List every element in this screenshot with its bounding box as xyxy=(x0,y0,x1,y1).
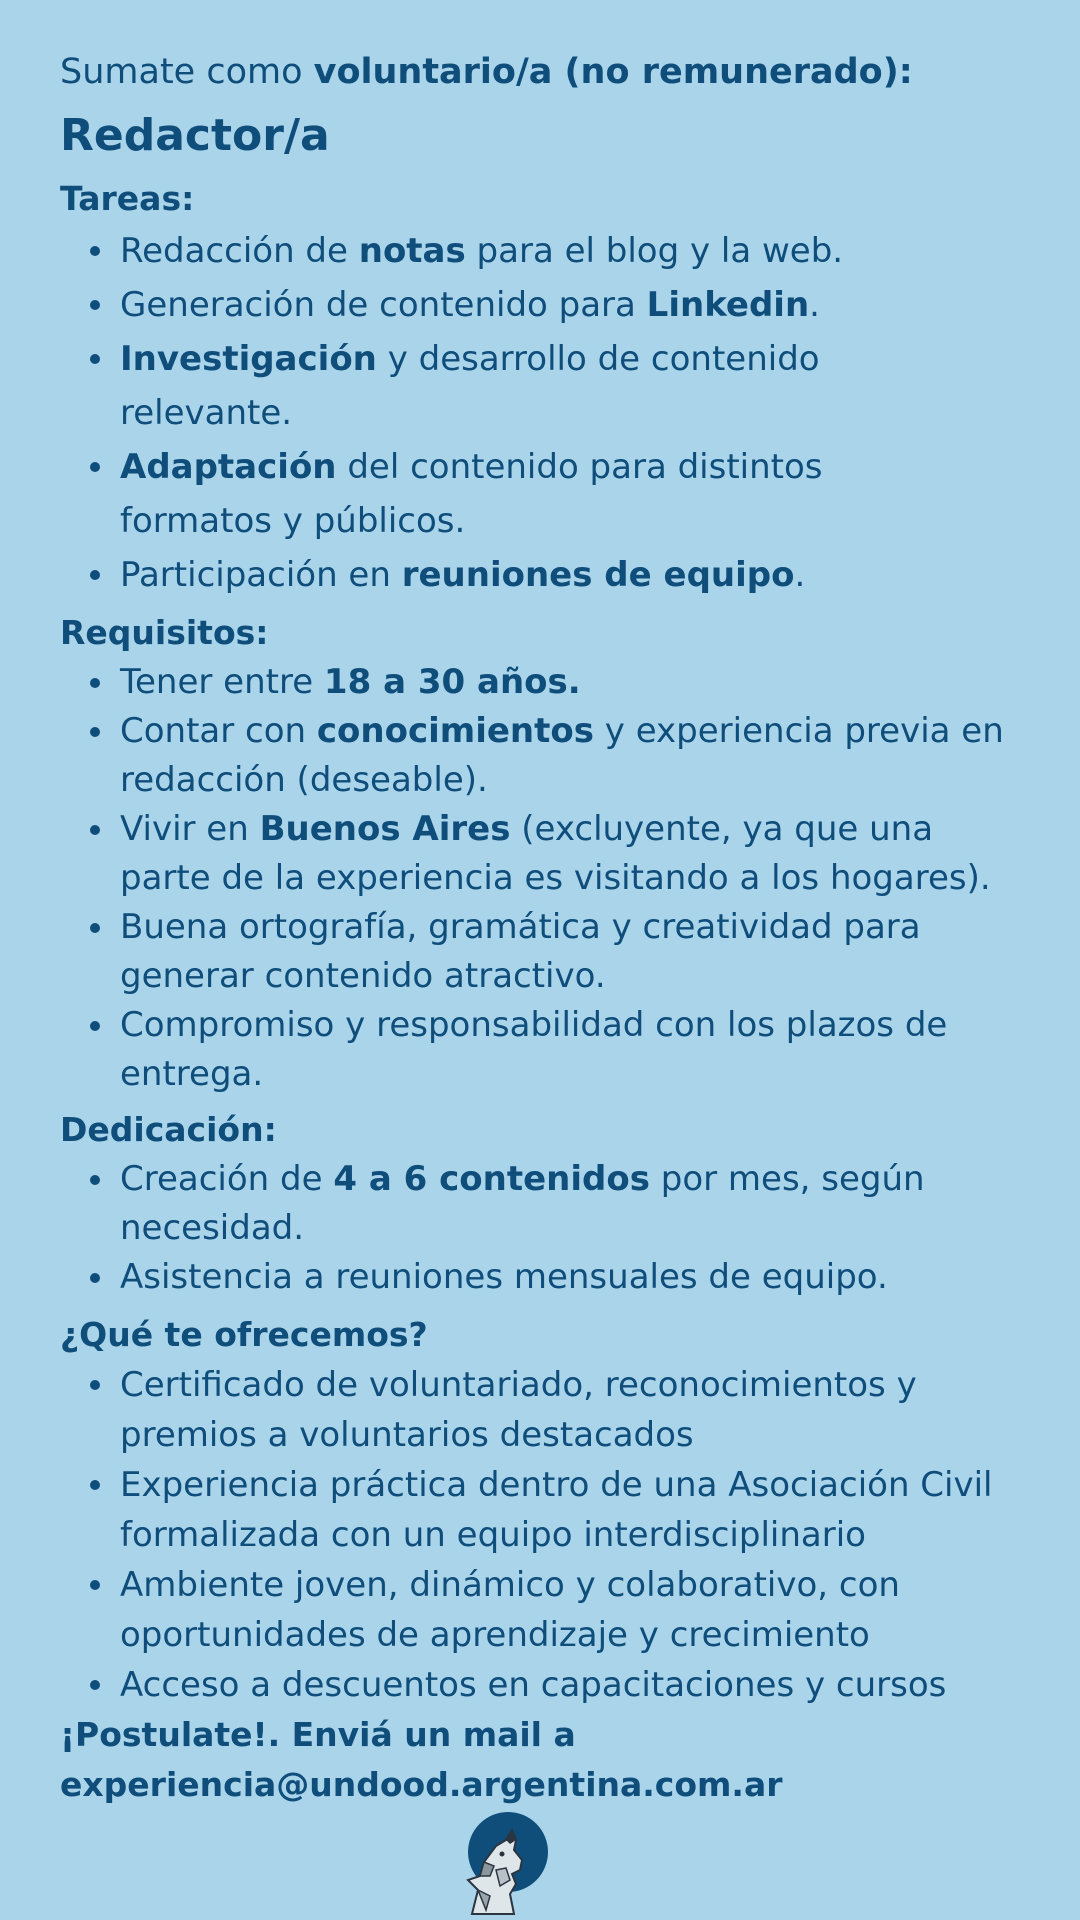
flyer-content xyxy=(60,40,1050,1810)
cta-email[interactable]: experiencia@undood.argentina.com.ar xyxy=(60,1765,783,1804)
item-text: Asistencia a reuniones mensuales de equipo. xyxy=(120,1257,888,1297)
item-text-continued: entrega. xyxy=(120,1054,264,1094)
list-item xyxy=(120,903,1050,1001)
tareas-list xyxy=(60,224,1050,602)
wolf-logo-svg xyxy=(450,1810,550,1916)
dedicacion-list xyxy=(60,1155,1050,1302)
item-emphasis: reuniones de equipo xyxy=(401,555,795,595)
item-emphasis: Linkedin xyxy=(646,285,810,325)
item-emphasis: Investigación xyxy=(120,339,377,379)
role-title: Redactor/a xyxy=(60,110,330,161)
item-text: Contar con xyxy=(120,711,317,751)
item-text: Creación de xyxy=(120,1159,334,1199)
list-item xyxy=(120,1001,1050,1099)
item-text: Acceso a descuentos en capacitaciones y cursos xyxy=(120,1665,947,1705)
item-text: Ambiente joven, dinámico y colaborativo, con xyxy=(120,1565,900,1605)
item-text-continued: generar contenido atractivo. xyxy=(120,956,606,996)
item-text: por mes, según xyxy=(649,1159,925,1199)
list-item xyxy=(120,1560,1050,1660)
item-text: Buena ortografía, gramática y creatividad para xyxy=(120,907,921,947)
item-text-continued: oportunidades de aprendizaje y crecimiento xyxy=(120,1615,870,1655)
item-text: Vivir en xyxy=(120,809,260,849)
list-item xyxy=(120,548,1050,602)
item-text: para el blog y la web. xyxy=(465,231,844,271)
intro-emphasis: voluntario/a (no remunerado): xyxy=(313,52,913,92)
item-text-continued: parte de la experiencia es visitando a los hogares). xyxy=(120,858,991,898)
list-item xyxy=(120,332,1050,440)
item-text: Participación en xyxy=(120,555,402,595)
intro-prefix: Sumate como xyxy=(60,52,314,92)
item-emphasis: Buenos Aires xyxy=(259,809,511,849)
item-text: Generación de contenido para xyxy=(120,285,647,325)
item-text: del contenido para distintos xyxy=(336,447,823,487)
requisitos-list xyxy=(60,658,1050,1099)
item-text-continued: formalizada con un equipo interdisciplinario xyxy=(120,1515,866,1555)
section-title-tareas: Tareas: xyxy=(60,179,195,218)
item-text-continued: necesidad. xyxy=(120,1208,305,1248)
wolf-eye xyxy=(500,1852,505,1857)
list-item xyxy=(120,1460,1050,1560)
section-title-ofrecemos: ¿Qué te ofrecemos? xyxy=(60,1315,428,1354)
item-emphasis: Adaptación xyxy=(120,447,337,487)
list-item xyxy=(120,440,1050,548)
list-item xyxy=(120,278,1050,332)
item-text: Compromiso y responsabilidad con los plazos de xyxy=(120,1005,948,1045)
item-text: Redacción de xyxy=(120,231,359,271)
wolf-howling-logo-icon xyxy=(450,1810,550,1916)
list-item xyxy=(120,707,1050,805)
list-item xyxy=(120,805,1050,903)
cta-line: ¡Postulate!. Enviá un mail a xyxy=(60,1715,576,1754)
item-text: Certificado de voluntariado, reconocimientos y xyxy=(120,1365,917,1405)
item-text: . xyxy=(794,555,806,595)
item-text-continued: formatos y públicos. xyxy=(120,501,466,541)
item-emphasis: 18 a 30 años. xyxy=(323,662,581,702)
list-item xyxy=(120,224,1050,278)
item-text: y experiencia previa en xyxy=(594,711,1004,751)
item-text-continued: relevante. xyxy=(120,393,293,433)
ofrecemos-list xyxy=(60,1360,1050,1710)
item-text: Tener entre xyxy=(120,662,324,702)
list-item xyxy=(120,1660,1050,1710)
section-title-dedicacion: Dedicación: xyxy=(60,1110,277,1149)
intro-line xyxy=(60,40,1050,104)
list-item xyxy=(120,658,1050,707)
item-emphasis: 4 a 6 contenidos xyxy=(333,1159,650,1199)
list-item xyxy=(120,1253,1050,1302)
list-item xyxy=(120,1360,1050,1460)
item-text-continued: premios a voluntarios destacados xyxy=(120,1415,694,1455)
item-emphasis: conocimientos xyxy=(316,711,594,751)
item-text: (excluyente, ya que una xyxy=(510,809,934,849)
list-item xyxy=(120,1155,1050,1253)
item-text: Experiencia práctica dentro de una Asociación Civil xyxy=(120,1465,993,1505)
item-text: . xyxy=(809,285,820,325)
item-emphasis: notas xyxy=(358,231,466,271)
section-title-requisitos: Requisitos: xyxy=(60,613,269,652)
item-text-continued: redacción (deseable). xyxy=(120,760,488,800)
item-text: y desarrollo de contenido xyxy=(376,339,820,379)
